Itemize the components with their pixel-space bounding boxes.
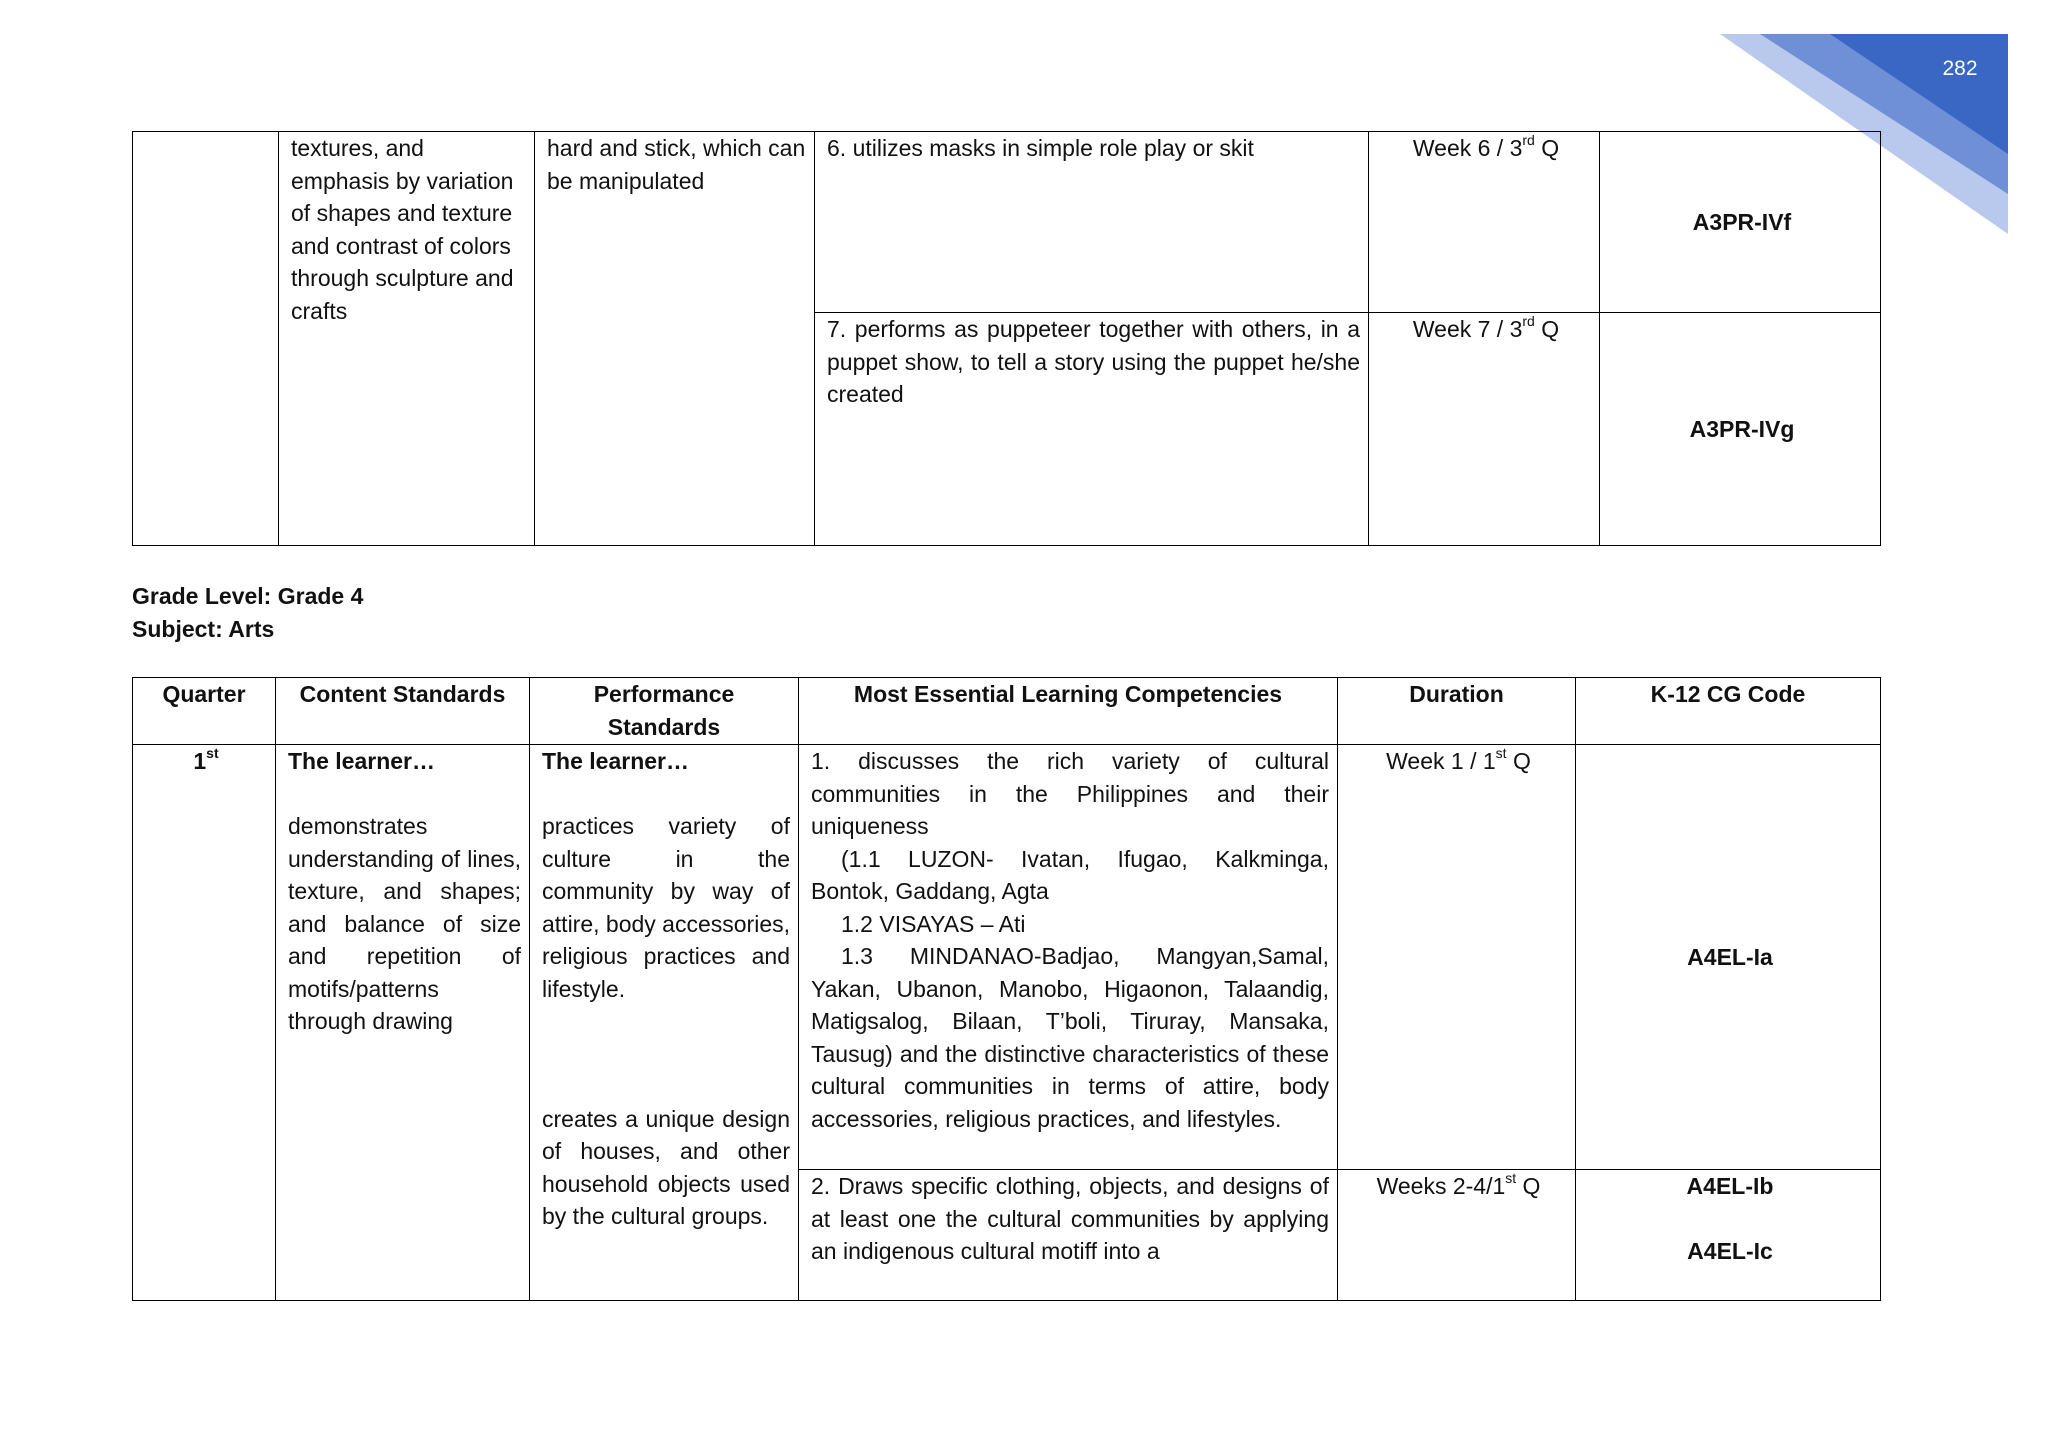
competency-luzon: (1.1 LUZON- Ivatan, Ifugao, Kalkminga, Bontok, Gaddang, Agta <box>811 845 1329 904</box>
duration-cell: Week 7 / 3rd Q <box>1369 313 1600 546</box>
performance-standard-cell: hard and stick, which can be manipulated <box>535 132 815 546</box>
header-code: K-12 CG Code <box>1576 678 1881 745</box>
code-cell: A4EL-Ia <box>1576 745 1881 1170</box>
table-header-row <box>133 678 1881 745</box>
content-standard-text: demonstrates understanding of lines, texture, and shapes; and balance of size and repetition of motifs/patterns through drawing <box>288 813 521 1034</box>
competency-cell: 7. performs as puppeteer together with others, in a puppet show, to tell a story using the puppet he/she created <box>815 313 1369 546</box>
duration-cell: Week 6 / 3rd Q <box>1369 132 1600 313</box>
code-cell <box>1576 1170 1881 1301</box>
grade-level-heading: Grade Level: Grade 4 <box>132 583 364 609</box>
competency-cell: 6. utilizes masks in simple role play or skit <box>815 132 1369 313</box>
duration-cell: Weeks 2-4/1st Q <box>1338 1170 1576 1301</box>
table-row <box>133 132 1881 313</box>
header-content-standards: Content Standards <box>276 678 530 745</box>
header-duration: Duration <box>1338 678 1576 745</box>
grade4-arts-table <box>132 677 1881 1301</box>
grade3-continuation-table <box>132 131 1881 546</box>
subject-heading: Subject: Arts <box>132 616 275 642</box>
code-cell: A3PR-IVg <box>1600 313 1881 546</box>
quarter-cell: 1st <box>133 745 276 1301</box>
competency-mindanao: 1.3 MINDANAO-Badjao, Mangyan,Samal, Yakan, Ubanon, Manobo, Higaonon, Talaandig, Matigsalog, Bilaan, T’boli, Tiruray, Mansaka, Tausug) and the distinctive characteristics of these cultural communities in terms of attire, body accessories, religious practices, and lifestyles. <box>811 943 1329 1132</box>
table-row <box>133 745 1881 1170</box>
learner-label: The learner… <box>288 748 435 774</box>
quarter-cell-empty <box>133 132 279 546</box>
competency-visayas: 1.2 VISAYAS – Ati <box>841 910 1026 937</box>
competency-cell: 2. Draws specific clothing, objects, and designs of at least one the cultural communities by applying an indigenous cultural motiff into a <box>799 1170 1338 1301</box>
competency-intro: 1. discusses the rich variety of cultural communities in the Philippines and their uniqueness <box>811 748 1329 839</box>
content-standard-cell: textures, and emphasis by variation of shapes and texture and contrast of colors through sculpture and crafts <box>279 132 535 546</box>
header-quarter: Quarter <box>133 678 276 745</box>
learner-label: The learner… <box>542 748 689 774</box>
performance-standard-cell <box>530 745 799 1301</box>
header-performance-standards: Performance Standards <box>530 678 799 745</box>
header-competencies: Most Essential Learning Competencies <box>799 678 1338 745</box>
code-b: A4EL-Ic <box>1687 1238 1773 1264</box>
content-standard-cell <box>276 745 530 1301</box>
code-cell: A3PR-IVf <box>1600 132 1881 313</box>
code-spacer <box>1588 1203 1872 1236</box>
code-a: A4EL-Ib <box>1686 1173 1774 1199</box>
competency-cell <box>799 745 1338 1170</box>
performance-standard-text-2: creates a unique design of houses, and other household objects used by the cultural groups. <box>542 1105 790 1229</box>
page-number: 282 <box>1942 57 1978 80</box>
duration-cell: Week 1 / 1st Q <box>1338 745 1576 1170</box>
performance-standard-text-1: practices variety of culture in the community by way of attire, body accessories, religious practices and lifestyle. <box>542 813 791 1002</box>
